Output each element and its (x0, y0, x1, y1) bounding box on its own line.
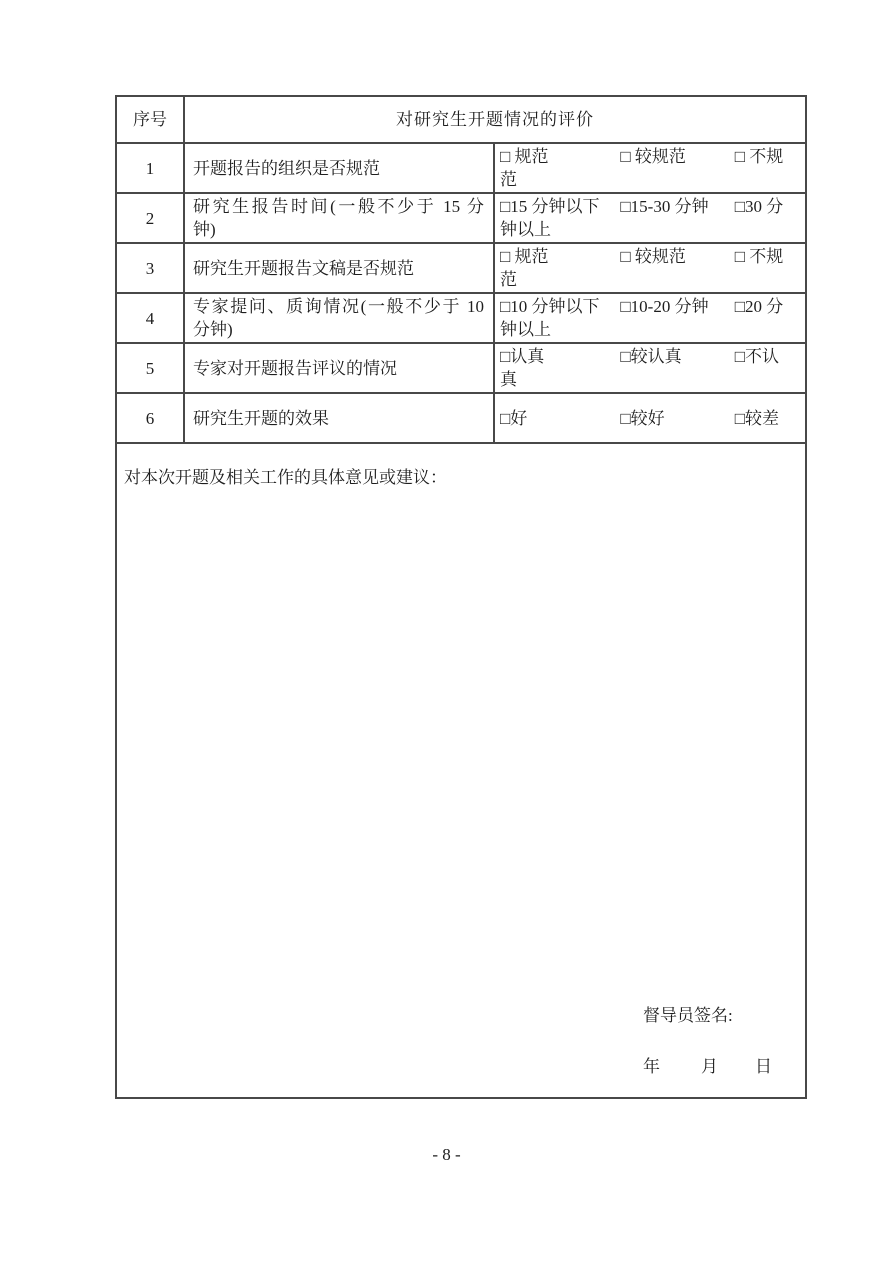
table-header-row (116, 96, 806, 143)
page-number: - 8 - (432, 1145, 461, 1164)
row-index: 4 (116, 293, 184, 343)
checkbox-option-wrap-text: 真 (500, 370, 517, 389)
options-line (500, 295, 801, 318)
table-row (116, 393, 806, 443)
row-index: 2 (116, 193, 184, 243)
table-row (116, 143, 806, 193)
evaluation-item-text-line: 研究生开题报告文稿是否规范 (193, 258, 414, 278)
evaluation-item-text-line: 研究生报告时间(一般不少于 15 分 (193, 197, 484, 216)
row-index: 3 (116, 243, 184, 293)
checkbox-option: □较好 (620, 408, 665, 428)
row-index: 1 (116, 143, 184, 193)
checkbox-option: □10 分钟以下 (500, 297, 600, 316)
evaluation-item (184, 393, 494, 443)
checkbox-option-wrap-text: 钟以上 (500, 220, 551, 239)
checkbox-option: □20 分 (734, 297, 784, 316)
checkbox-option: □30 分 (734, 197, 784, 216)
options-cell (494, 393, 806, 443)
checkbox-option: □较差 (734, 408, 780, 428)
checkbox-option: □15 分钟以下 (500, 197, 600, 216)
checkbox-option: □ 不规 (734, 147, 784, 166)
evaluation-item (184, 293, 494, 343)
checkbox-option: □ 规范 (500, 247, 549, 266)
comments-row (116, 443, 806, 1098)
table-row (116, 243, 806, 293)
checkbox-option-wrap-text: 范 (500, 170, 517, 189)
supervisor-signature-label: 督导员签名: (643, 1006, 733, 1025)
evaluation-item (184, 193, 494, 243)
day-label: 日 (755, 1057, 772, 1076)
table-row (116, 293, 806, 343)
comments-label: 对本次开题及相关工作的具体意见或建议： (124, 468, 447, 487)
checkbox-option: □ 不规 (734, 247, 784, 266)
checkbox-option-wrap-text: 范 (500, 270, 517, 289)
evaluation-item-text-line: 开题报告的组织是否规范 (193, 158, 380, 178)
checkbox-option: □ 较规范 (620, 247, 686, 266)
table-row (116, 343, 806, 393)
row-index: 6 (116, 393, 184, 443)
row-index: 5 (116, 343, 184, 393)
options-line (500, 345, 801, 368)
options-line (500, 407, 801, 430)
options-cell (494, 193, 806, 243)
month-label: 月 (701, 1057, 718, 1076)
checkbox-option-wrap-text: 钟以上 (500, 320, 551, 339)
evaluation-item (184, 343, 494, 393)
year-label: 年 (643, 1057, 660, 1076)
checkbox-option: □10-20 分钟 (620, 297, 709, 316)
evaluation-table-body (116, 143, 806, 443)
checkbox-option: □认真 (500, 347, 545, 366)
date-line (643, 1055, 772, 1078)
checkbox-option: □ 规范 (500, 147, 549, 166)
options-cell (494, 343, 806, 393)
checkbox-option: □不认 (734, 347, 780, 366)
evaluation-table (115, 95, 807, 1099)
header-cell-evaluation-title: 对研究生开题情况的评价 (184, 96, 806, 143)
evaluation-item (184, 143, 494, 193)
checkbox-option: □好 (500, 408, 528, 428)
evaluation-item-text-line: 专家提问、质询情况(一般不少于 10 (193, 297, 484, 316)
options-line (500, 245, 801, 268)
checkbox-option: □ 较规范 (620, 147, 686, 166)
comments-cell (116, 443, 806, 1098)
table-row (116, 193, 806, 243)
options-line (500, 195, 801, 218)
evaluation-item-text-line: 钟) (193, 220, 216, 239)
checkbox-option: □15-30 分钟 (620, 197, 709, 216)
header-cell-index: 序号 (116, 96, 184, 143)
checkbox-option: □较认真 (620, 347, 682, 366)
options-cell (494, 243, 806, 293)
evaluation-item-text-line: 分钟) (193, 320, 233, 339)
options-cell (494, 293, 806, 343)
evaluation-item-text-line: 专家对开题报告评议的情况 (193, 358, 397, 378)
evaluation-item-text-line: 研究生开题的效果 (193, 408, 329, 428)
options-cell (494, 143, 806, 193)
options-line (500, 145, 801, 168)
evaluation-item (184, 243, 494, 293)
